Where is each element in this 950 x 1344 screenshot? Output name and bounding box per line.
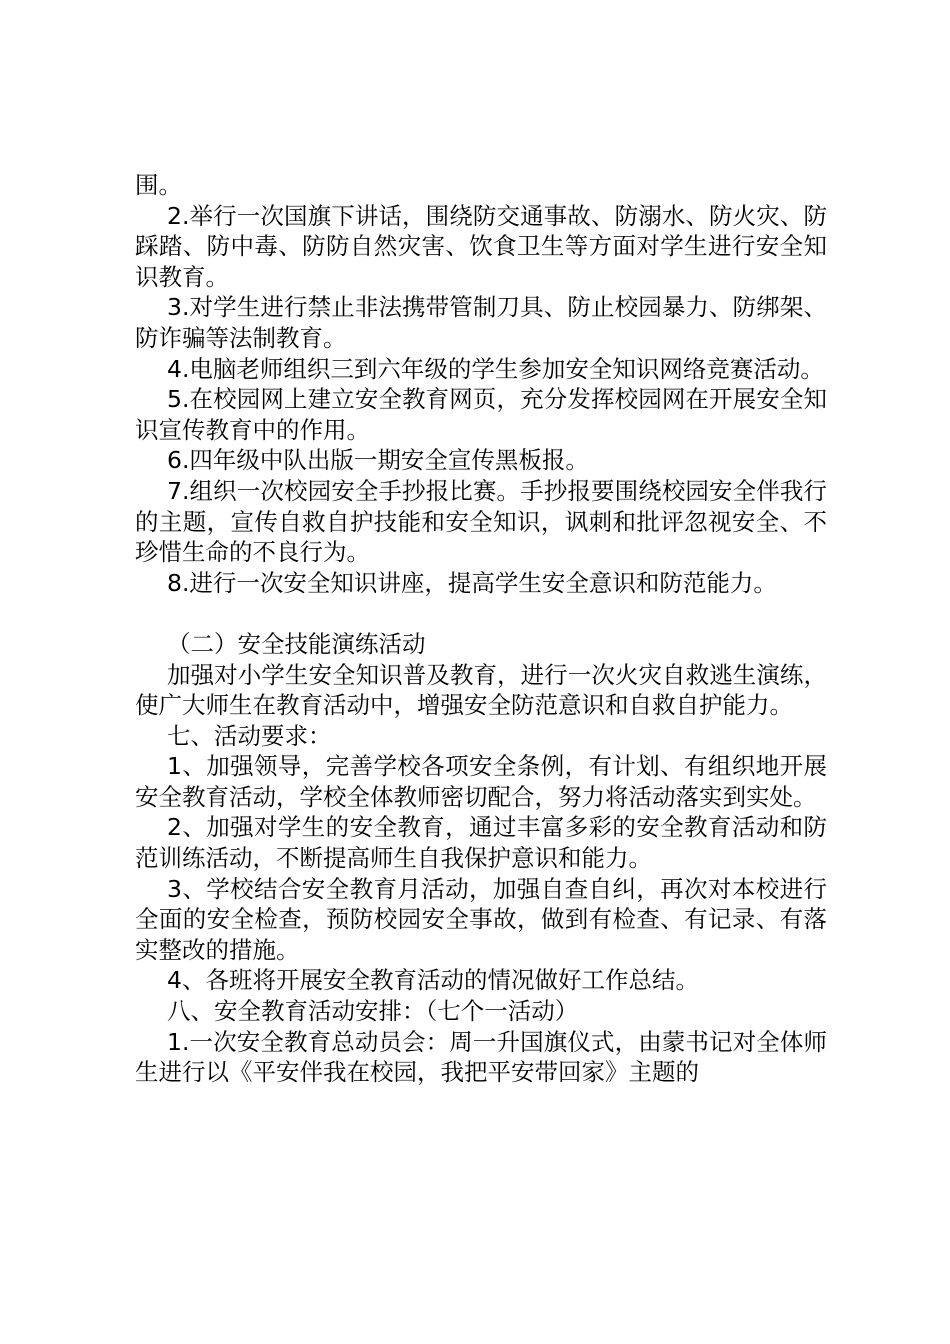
paragraph-continuation: 围。 bbox=[135, 171, 182, 199]
schedule-item-1: 1.一次安全教育总动员会：周一升国旗仪式，由蒙书记对全体师生进行以《平安伴我在校园，我把平安带回家》主题的 bbox=[135, 1027, 827, 1087]
requirement-item-3: 3、学校结合安全教育月活动，加强自查自纠，再次对本校进行全面的安全检查，预防校园安全事故，做到有检查、有记录、有落实整改的措施。 bbox=[135, 874, 827, 964]
activity-item-2: 2.举行一次国旗下讲话，围绕防交通事故、防溺水、防火灾、防踩踏、防中毒、防防自然灾害、饮食卫生等方面对学生进行安全知识教育。 bbox=[135, 201, 827, 291]
requirement-item-4: 4、各班将开展安全教育活动的情况做好工作总结。 bbox=[167, 966, 699, 995]
activity-item-7: 7.组织一次校园安全手抄报比赛。手抄报要围绕校园安全伴我行的主题，宣传自救自护技能和安全知识，讽刺和批评忽视安全、不珍惜生命的不良行为。 bbox=[135, 476, 827, 567]
blank-line bbox=[135, 598, 827, 629]
section-heading-skills-drill: （二）安全技能演练活动 bbox=[167, 629, 426, 658]
activity-item-3: 3.对学生进行禁止非法携带管制刀具、防止校园暴力、防绑架、防诈骗等法制教育。 bbox=[135, 293, 827, 352]
activity-item-6: 6.四年级中队出版一期安全宣传黑板报。 bbox=[167, 446, 589, 475]
section-heading-requirements: 七、活动要求： bbox=[167, 721, 332, 750]
requirement-item-2: 2、加强对学生的安全教育，通过丰富多彩的安全教育活动和防范训练活动，不断提高师生自我保护意识和能力。 bbox=[135, 813, 827, 873]
document-body bbox=[135, 170, 827, 1088]
requirement-item-1: 1、加强领导，完善学校各项安全条例，有计划、有组织地开展安全教育活动，学校全体教师密切配合，努力将活动落实到实处。 bbox=[135, 752, 827, 811]
activity-item-5: 5.在校园网上建立安全教育网页，充分发挥校园网在开展安全知识宣传教育中的作用。 bbox=[135, 385, 827, 444]
activity-item-4: 4.电脑老师组织三到六年级的学生参加安全知识网络竞赛活动。 bbox=[167, 354, 824, 383]
skills-drill-paragraph: 加强对小学生安全知识普及教育，进行一次火灾自救逃生演练，使广大师生在教育活动中，增强安全防范意识和自救自护能力。 bbox=[135, 660, 827, 720]
section-heading-schedule: 八、安全教育活动安排：（七个一活动） bbox=[167, 997, 579, 1026]
activity-item-8: 8.进行一次安全知识讲座，提高学生安全意识和防范能力。 bbox=[167, 568, 777, 597]
